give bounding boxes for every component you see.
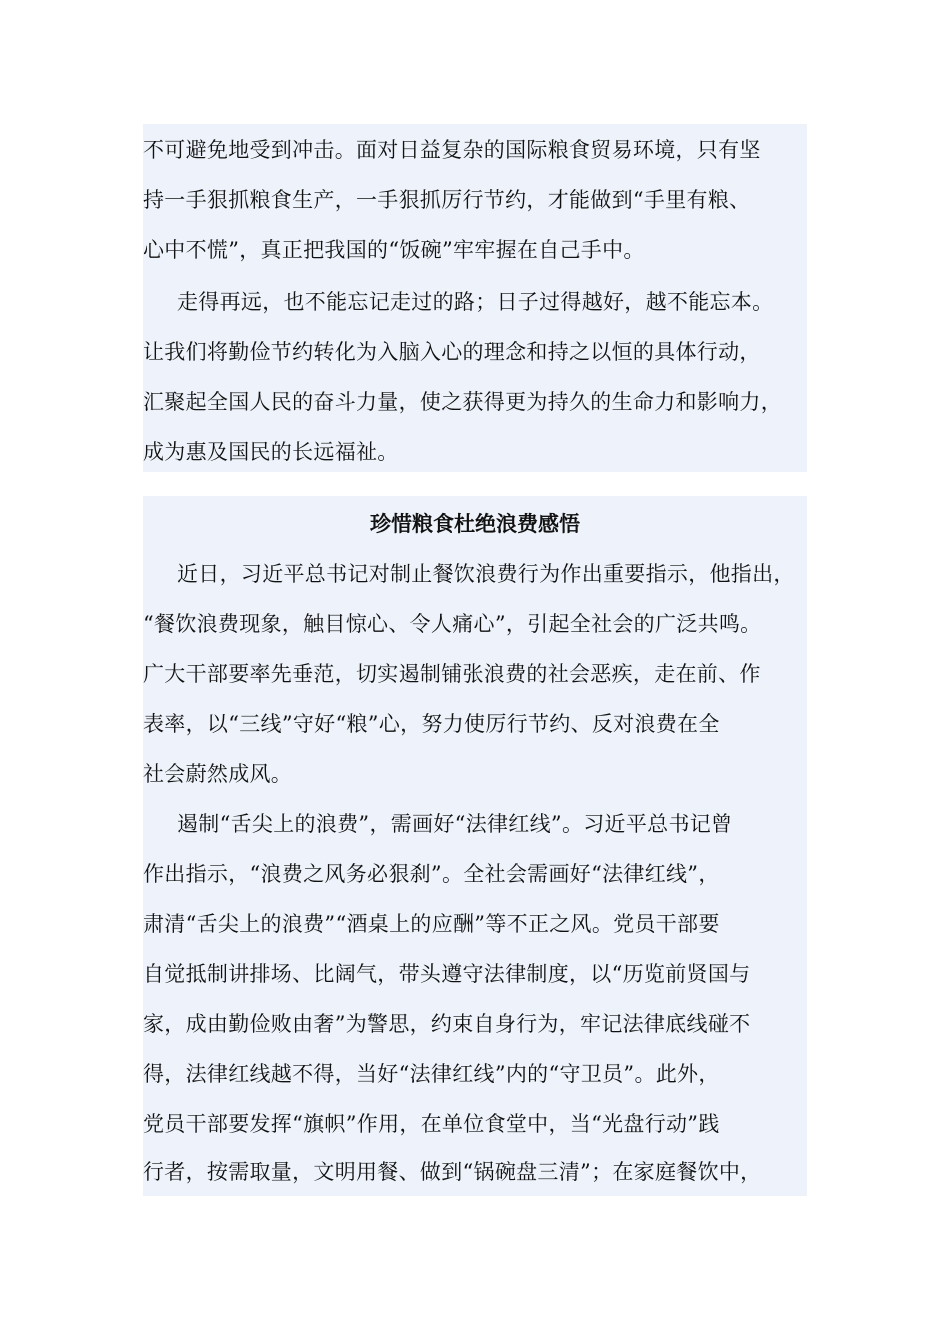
text-block-2 xyxy=(143,496,807,1196)
text-line: 自觉抵制讲排场、比阔气，带头遵守法律制度，以“历览前贤国与 xyxy=(143,962,751,986)
text-line: 党员干部要发挥“旗帜”作用，在单位食堂中，当“光盘行动”践 xyxy=(143,1112,720,1136)
text-line: 家，成由勤俭败由奢”为警思，约束自身行为，牢记法律底线碰不 xyxy=(143,1012,751,1036)
text-line: 不可避免地受到冲击。面对日益复杂的国际粮食贸易环境，只有坚 xyxy=(143,138,761,162)
text-line: 持一手狠抓粮食生产，一手狠抓厉行节约，才能做到“手里有粮、 xyxy=(143,188,751,212)
text-block-1 xyxy=(143,124,807,472)
text-line: 成为惠及国民的长远福祉。 xyxy=(143,440,399,464)
text-line: 让我们将勤俭节约转化为入脑入心的理念和持之以恒的具体行动， xyxy=(143,340,761,364)
text-line: 得，法律红线越不得，当好“法律红线”内的“守卫员”。此外， xyxy=(143,1062,720,1086)
text-line: 广大干部要率先垂范，切实遏制铺张浪费的社会恶疾，走在前、作 xyxy=(143,662,761,686)
text-line: 走得再远，也不能忘记走过的路；日子过得越好，越不能忘本。 xyxy=(177,290,774,314)
text-line: 遏制“舌尖上的浪费”，需画好“法律红线”。习近平总书记曾 xyxy=(177,812,733,836)
text-line: 心中不慌”，真正把我国的“饭碗”牢牢握在自己手中。 xyxy=(143,238,645,262)
text-line: 作出指示，“浪费之风务必狠刹”。全社会需画好“法律红线”， xyxy=(143,862,720,886)
text-line: 近日，习近平总书记对制止餐饮浪费行为作出重要指示，他指出， xyxy=(177,562,795,586)
text-line: 肃清“舌尖上的浪费”“酒桌上的应酬”等不正之风。党员干部要 xyxy=(143,912,720,936)
text-line: 汇聚起全国人民的奋斗力量，使之获得更为持久的生命力和影响力， xyxy=(143,390,782,414)
text-line: 表率，以“三线”守好“粮”心，努力使厉行节约、反对浪费在全 xyxy=(143,712,720,736)
section-title: 珍惜粮食杜绝浪费感悟 xyxy=(370,512,580,536)
text-line: 社会蔚然成风。 xyxy=(143,762,293,786)
text-line: 行者，按需取量，文明用餐、做到“锅碗盘三清”；在家庭餐饮中， xyxy=(143,1160,762,1184)
text-line: “餐饮浪费现象，触目惊心、令人痛心”，引起全社会的广泛共鸣。 xyxy=(143,612,762,636)
